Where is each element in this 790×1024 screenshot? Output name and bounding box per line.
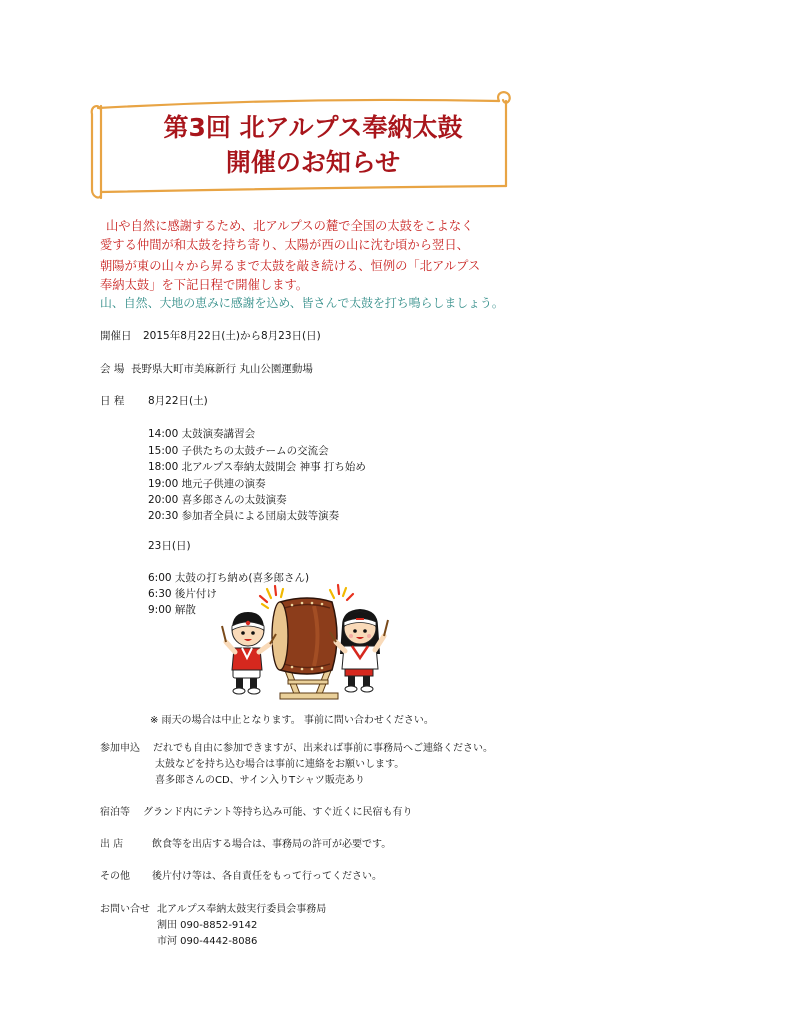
taiko-drum-kids-icon xyxy=(218,582,394,704)
application-label: 参加申込 xyxy=(100,743,140,754)
application-line: だれでも自由に参加できますが、出来れば事前に事務局へご連絡ください。 xyxy=(153,743,493,754)
left-kid xyxy=(222,612,276,694)
scroll-bottom-edge xyxy=(101,186,506,192)
intro-line-4: 奉納太鼓」を下記日程で開催します。 xyxy=(100,278,309,292)
title-scroll-banner xyxy=(0,0,790,210)
rain-note: ※ 雨天の場合は中止となります。 事前に問い合わせください。 xyxy=(150,715,434,726)
schedule-item: 20:00 喜多郎さんの太鼓演奏 xyxy=(148,494,287,506)
schedule-item: 6:00 太鼓の打ち納め(喜多郎さん) xyxy=(148,572,310,584)
intro-line-2: 愛する仲間が和太鼓を持ち寄り、太陽が西の山に沈む頃から翌日、 xyxy=(100,238,469,252)
taiko-drum xyxy=(272,598,337,674)
contact-organization: 北アルプス奉納太鼓実行委員会事務局 xyxy=(157,904,327,915)
vendors-value: 飲食等を出店する場合は、事務局の許可が必要です。 xyxy=(152,839,392,850)
application-line: 喜多郎さんのCD、サイン入りTシャツ販売あり xyxy=(155,775,365,786)
date-label: 開催日 xyxy=(100,330,132,342)
schedule-label: 日 程 xyxy=(100,395,125,407)
title-line-2: 開催のお知らせ xyxy=(225,148,401,177)
lodging-label: 宿泊等 xyxy=(100,807,130,818)
title-line-1: 第3回 北アルプス奉納太鼓 xyxy=(163,113,463,142)
vendors-label: 出 店 xyxy=(100,839,124,850)
schedule-item: 14:00 太鼓演奏講習会 xyxy=(148,428,256,440)
schedule-item: 6:30 後片付け xyxy=(148,588,217,600)
date-value: 2015年8月22日(土)から8月23日(日) xyxy=(143,330,321,342)
right-burst-lines xyxy=(330,585,353,600)
schedule-day2-heading: 23日(日) xyxy=(148,540,191,552)
schedule-item: 20:30 参加者全員による団扇太鼓等演奏 xyxy=(148,510,340,522)
scroll-top-edge xyxy=(98,100,499,108)
schedule-item: 15:00 子供たちの太鼓チームの交流会 xyxy=(148,445,329,457)
venue-value: 長野県大町市美麻新行 丸山公園運動場 xyxy=(131,363,313,375)
intro-line-3: 朝陽が東の山々から昇るまで太鼓を敲き続ける、恒例の「北アルプス xyxy=(100,259,481,273)
intro-closing-line: 山、自然、大地の恵みに感謝を込め、皆さんで太鼓を打ち鳴らしましょう。 xyxy=(100,296,504,310)
scroll-top-right-curl xyxy=(498,92,510,103)
schedule-item: 19:00 地元子供連の演奏 xyxy=(148,478,266,490)
intro-line-1: 山や自然に感謝するため、北アルプスの麓で全国の太鼓をこよなく xyxy=(106,219,474,233)
schedule-day1-heading: 8月22日(土) xyxy=(148,395,208,407)
schedule-item: 9:00 解散 xyxy=(148,604,196,616)
schedule-item: 18:00 北アルプス奉納太鼓開会 神事 打ち始め xyxy=(148,461,366,473)
contact-phone: 市河 090-4442-8086 xyxy=(157,936,258,947)
contact-phone: 割田 090-8852-9142 xyxy=(157,920,258,931)
other-label: その他 xyxy=(100,871,130,882)
scroll-outline xyxy=(92,92,510,198)
other-value: 後片付け等は、各自責任をもって行ってください。 xyxy=(152,871,382,882)
contact-label: お問い合せ xyxy=(100,904,150,915)
venue-label: 会 場 xyxy=(100,363,125,375)
application-line: 太鼓などを持ち込む場合は事前に連絡をお願いします。 xyxy=(155,759,405,770)
lodging-value: グランド内にテント等持ち込み可能、すぐ近くに民宿も有り xyxy=(143,807,413,818)
right-kid xyxy=(330,609,388,692)
